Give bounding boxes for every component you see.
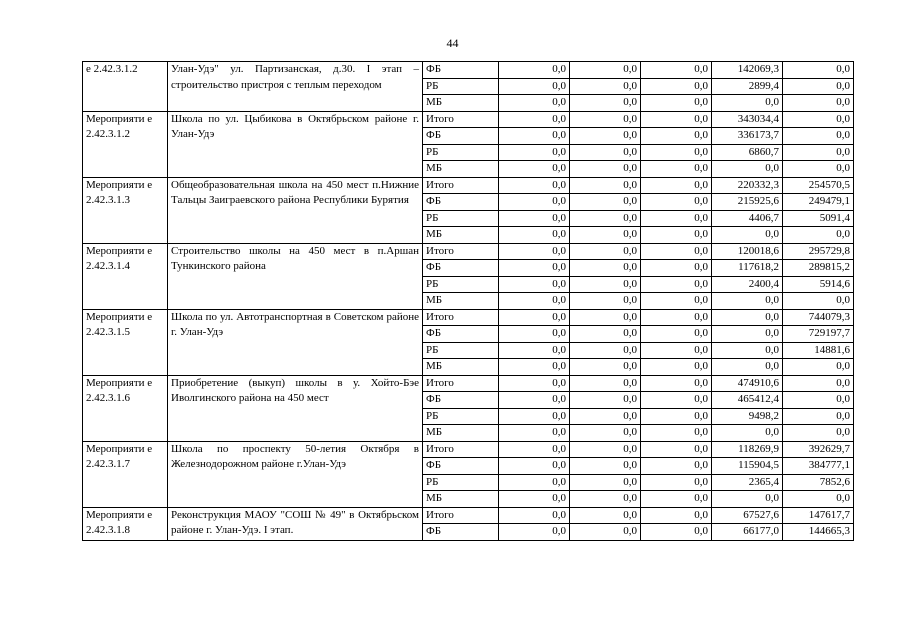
amount-cell: 0,0 <box>570 227 641 244</box>
amount-cell: 0,0 <box>570 144 641 161</box>
amount-cell: 0,0 <box>499 309 570 326</box>
amount-cell: 220332,3 <box>712 177 783 194</box>
funding-source: МБ <box>423 425 499 442</box>
amount-cell: 0,0 <box>712 326 783 343</box>
event-description: Улан-Удэ" ул. Партизанская, д.30. I этап – строительство пристроя с теплым переходом <box>168 62 423 112</box>
budget-table <box>82 61 854 541</box>
event-description: Реконструкция МАОУ "СОШ № 49" в Октябрьском районе г. Улан-Удэ. I этап. <box>168 507 423 540</box>
event-code: Мероприяти е 2.42.3.1.5 <box>83 309 168 375</box>
event-code: Мероприяти е 2.42.3.1.4 <box>83 243 168 309</box>
amount-cell: 343034,4 <box>712 111 783 128</box>
amount-cell: 0,0 <box>499 293 570 310</box>
amount-cell: 0,0 <box>783 128 854 145</box>
amount-cell: 0,0 <box>570 342 641 359</box>
amount-cell: 0,0 <box>783 62 854 79</box>
event-code: Мероприяти е 2.42.3.1.7 <box>83 441 168 507</box>
amount-cell: 0,0 <box>783 293 854 310</box>
amount-cell: 0,0 <box>499 326 570 343</box>
funding-source: РБ <box>423 210 499 227</box>
amount-cell: 0,0 <box>712 425 783 442</box>
amount-cell: 744079,3 <box>783 309 854 326</box>
amount-cell: 0,0 <box>783 375 854 392</box>
table-row <box>83 111 854 128</box>
amount-cell: 0,0 <box>783 392 854 409</box>
event-description: Приобретение (выкуп) школы в у. Хойто-Бэе Иволгинского района на 450 мест <box>168 375 423 441</box>
funding-source: МБ <box>423 95 499 112</box>
event-code: Мероприяти е 2.42.3.1.2 <box>83 111 168 177</box>
amount-cell: 392629,7 <box>783 441 854 458</box>
amount-cell: 9498,2 <box>712 408 783 425</box>
event-description: Школа по проспекту 50-летия Октября в Железнодорожном районе г.Улан-Удэ <box>168 441 423 507</box>
amount-cell: 5914,6 <box>783 276 854 293</box>
amount-cell: 0,0 <box>499 128 570 145</box>
table-row <box>83 441 854 458</box>
amount-cell: 465412,4 <box>712 392 783 409</box>
amount-cell: 0,0 <box>641 227 712 244</box>
funding-source: ФБ <box>423 194 499 211</box>
amount-cell: 0,0 <box>570 95 641 112</box>
amount-cell: 0,0 <box>570 425 641 442</box>
table-row <box>83 177 854 194</box>
event-description: Строительство школы на 450 мест в п.Аршан Тункинского района <box>168 243 423 309</box>
amount-cell: 0,0 <box>570 210 641 227</box>
amount-cell: 0,0 <box>570 491 641 508</box>
amount-cell: 0,0 <box>499 111 570 128</box>
table-row <box>83 309 854 326</box>
amount-cell: 0,0 <box>570 194 641 211</box>
amount-cell: 0,0 <box>570 243 641 260</box>
funding-source: МБ <box>423 293 499 310</box>
amount-cell: 0,0 <box>712 342 783 359</box>
amount-cell: 249479,1 <box>783 194 854 211</box>
amount-cell: 0,0 <box>570 507 641 524</box>
amount-cell: 0,0 <box>783 491 854 508</box>
amount-cell: 474910,6 <box>712 375 783 392</box>
amount-cell: 0,0 <box>499 227 570 244</box>
amount-cell: 0,0 <box>570 62 641 79</box>
amount-cell: 0,0 <box>499 342 570 359</box>
amount-cell: 729197,7 <box>783 326 854 343</box>
amount-cell: 289815,2 <box>783 260 854 277</box>
amount-cell: 0,0 <box>712 95 783 112</box>
amount-cell: 0,0 <box>570 359 641 376</box>
amount-cell: 0,0 <box>499 260 570 277</box>
funding-source: РБ <box>423 78 499 95</box>
amount-cell: 0,0 <box>499 491 570 508</box>
amount-cell: 0,0 <box>570 260 641 277</box>
amount-cell: 0,0 <box>499 194 570 211</box>
amount-cell: 0,0 <box>499 507 570 524</box>
amount-cell: 215925,6 <box>712 194 783 211</box>
amount-cell: 0,0 <box>641 144 712 161</box>
amount-cell: 117618,2 <box>712 260 783 277</box>
funding-source: РБ <box>423 342 499 359</box>
amount-cell: 0,0 <box>641 62 712 79</box>
amount-cell: 142069,3 <box>712 62 783 79</box>
amount-cell: 118269,9 <box>712 441 783 458</box>
amount-cell: 0,0 <box>570 441 641 458</box>
funding-source: Итого <box>423 441 499 458</box>
amount-cell: 0,0 <box>641 392 712 409</box>
amount-cell: 0,0 <box>783 95 854 112</box>
amount-cell: 0,0 <box>499 474 570 491</box>
amount-cell: 0,0 <box>570 408 641 425</box>
amount-cell: 0,0 <box>641 293 712 310</box>
amount-cell: 0,0 <box>499 276 570 293</box>
amount-cell: 6860,7 <box>712 144 783 161</box>
funding-source: ФБ <box>423 392 499 409</box>
event-code: Мероприяти е 2.42.3.1.8 <box>83 507 168 540</box>
amount-cell: 295729,8 <box>783 243 854 260</box>
amount-cell: 0,0 <box>499 524 570 541</box>
amount-cell: 0,0 <box>499 375 570 392</box>
amount-cell: 0,0 <box>641 458 712 475</box>
amount-cell: 0,0 <box>570 177 641 194</box>
amount-cell: 66177,0 <box>712 524 783 541</box>
amount-cell: 0,0 <box>641 210 712 227</box>
amount-cell: 0,0 <box>712 227 783 244</box>
amount-cell: 0,0 <box>499 441 570 458</box>
amount-cell: 144665,3 <box>783 524 854 541</box>
funding-source: МБ <box>423 491 499 508</box>
amount-cell: 0,0 <box>712 309 783 326</box>
funding-source: РБ <box>423 474 499 491</box>
amount-cell: 0,0 <box>499 144 570 161</box>
table-row <box>83 507 854 524</box>
amount-cell: 0,0 <box>783 111 854 128</box>
amount-cell: 2400,4 <box>712 276 783 293</box>
amount-cell: 0,0 <box>641 524 712 541</box>
event-description: Школа по ул. Цыбикова в Октябрьском районе г. Улан-Удэ <box>168 111 423 177</box>
funding-source: ФБ <box>423 260 499 277</box>
amount-cell: 0,0 <box>570 524 641 541</box>
amount-cell: 0,0 <box>499 425 570 442</box>
funding-source: МБ <box>423 161 499 178</box>
amount-cell: 0,0 <box>499 392 570 409</box>
event-description: Общеобразовательная школа на 450 мест п.Нижние Тальцы Заиграевского района Республики Бурятия <box>168 177 423 243</box>
amount-cell: 0,0 <box>783 78 854 95</box>
amount-cell: 0,0 <box>641 78 712 95</box>
funding-source: РБ <box>423 144 499 161</box>
amount-cell: 0,0 <box>570 375 641 392</box>
funding-source: ФБ <box>423 524 499 541</box>
amount-cell: 5091,4 <box>783 210 854 227</box>
amount-cell: 0,0 <box>641 111 712 128</box>
amount-cell: 0,0 <box>783 161 854 178</box>
amount-cell: 0,0 <box>783 144 854 161</box>
amount-cell: 0,0 <box>499 161 570 178</box>
funding-source: Итого <box>423 375 499 392</box>
amount-cell: 0,0 <box>570 309 641 326</box>
amount-cell: 0,0 <box>641 95 712 112</box>
amount-cell: 0,0 <box>641 177 712 194</box>
amount-cell: 0,0 <box>570 293 641 310</box>
event-description: Школа по ул. Автотранспортная в Советском районе г. Улан-Удэ <box>168 309 423 375</box>
amount-cell: 0,0 <box>641 359 712 376</box>
amount-cell: 0,0 <box>641 441 712 458</box>
amount-cell: 0,0 <box>641 507 712 524</box>
amount-cell: 0,0 <box>499 62 570 79</box>
amount-cell: 115904,5 <box>712 458 783 475</box>
event-code: е 2.42.3.1.2 <box>83 62 168 112</box>
amount-cell: 384777,1 <box>783 458 854 475</box>
funding-source: Итого <box>423 507 499 524</box>
amount-cell: 7852,6 <box>783 474 854 491</box>
amount-cell: 0,0 <box>499 243 570 260</box>
table-row <box>83 243 854 260</box>
funding-source: МБ <box>423 227 499 244</box>
amount-cell: 0,0 <box>570 128 641 145</box>
amount-cell: 2365,4 <box>712 474 783 491</box>
amount-cell: 0,0 <box>641 491 712 508</box>
amount-cell: 336173,7 <box>712 128 783 145</box>
funding-source: Итого <box>423 111 499 128</box>
amount-cell: 0,0 <box>570 326 641 343</box>
funding-source: Итого <box>423 243 499 260</box>
amount-cell: 0,0 <box>641 375 712 392</box>
amount-cell: 0,0 <box>641 260 712 277</box>
funding-source: МБ <box>423 359 499 376</box>
amount-cell: 0,0 <box>641 326 712 343</box>
amount-cell: 0,0 <box>641 342 712 359</box>
event-code: Мероприяти е 2.42.3.1.6 <box>83 375 168 441</box>
funding-source: Итого <box>423 309 499 326</box>
funding-source: ФБ <box>423 62 499 79</box>
amount-cell: 0,0 <box>641 243 712 260</box>
amount-cell: 0,0 <box>570 161 641 178</box>
funding-source: ФБ <box>423 128 499 145</box>
amount-cell: 0,0 <box>641 276 712 293</box>
funding-source: ФБ <box>423 458 499 475</box>
amount-cell: 0,0 <box>641 474 712 491</box>
amount-cell: 0,0 <box>570 392 641 409</box>
amount-cell: 0,0 <box>570 474 641 491</box>
funding-source: ФБ <box>423 326 499 343</box>
funding-source: РБ <box>423 408 499 425</box>
amount-cell: 0,0 <box>499 458 570 475</box>
funding-source: Итого <box>423 177 499 194</box>
amount-cell: 0,0 <box>499 359 570 376</box>
amount-cell: 0,0 <box>783 408 854 425</box>
amount-cell: 0,0 <box>499 408 570 425</box>
amount-cell: 120018,6 <box>712 243 783 260</box>
amount-cell: 0,0 <box>783 227 854 244</box>
amount-cell: 2899,4 <box>712 78 783 95</box>
amount-cell: 0,0 <box>641 408 712 425</box>
amount-cell: 4406,7 <box>712 210 783 227</box>
amount-cell: 67527,6 <box>712 507 783 524</box>
amount-cell: 0,0 <box>712 491 783 508</box>
amount-cell: 0,0 <box>570 78 641 95</box>
amount-cell: 0,0 <box>641 194 712 211</box>
amount-cell: 0,0 <box>499 95 570 112</box>
amount-cell: 0,0 <box>641 309 712 326</box>
amount-cell: 0,0 <box>641 425 712 442</box>
table-row <box>83 62 854 79</box>
amount-cell: 0,0 <box>712 359 783 376</box>
amount-cell: 254570,5 <box>783 177 854 194</box>
amount-cell: 0,0 <box>783 425 854 442</box>
amount-cell: 0,0 <box>641 161 712 178</box>
amount-cell: 0,0 <box>570 111 641 128</box>
page-number: 44 <box>446 36 459 50</box>
event-code: Мероприяти е 2.42.3.1.3 <box>83 177 168 243</box>
amount-cell: 147617,7 <box>783 507 854 524</box>
funding-source: РБ <box>423 276 499 293</box>
amount-cell: 0,0 <box>783 359 854 376</box>
amount-cell: 0,0 <box>712 161 783 178</box>
amount-cell: 0,0 <box>499 177 570 194</box>
amount-cell: 0,0 <box>641 128 712 145</box>
table-row <box>83 375 854 392</box>
amount-cell: 0,0 <box>499 78 570 95</box>
amount-cell: 0,0 <box>570 276 641 293</box>
amount-cell: 0,0 <box>570 458 641 475</box>
amount-cell: 0,0 <box>712 293 783 310</box>
amount-cell: 0,0 <box>499 210 570 227</box>
amount-cell: 14881,6 <box>783 342 854 359</box>
